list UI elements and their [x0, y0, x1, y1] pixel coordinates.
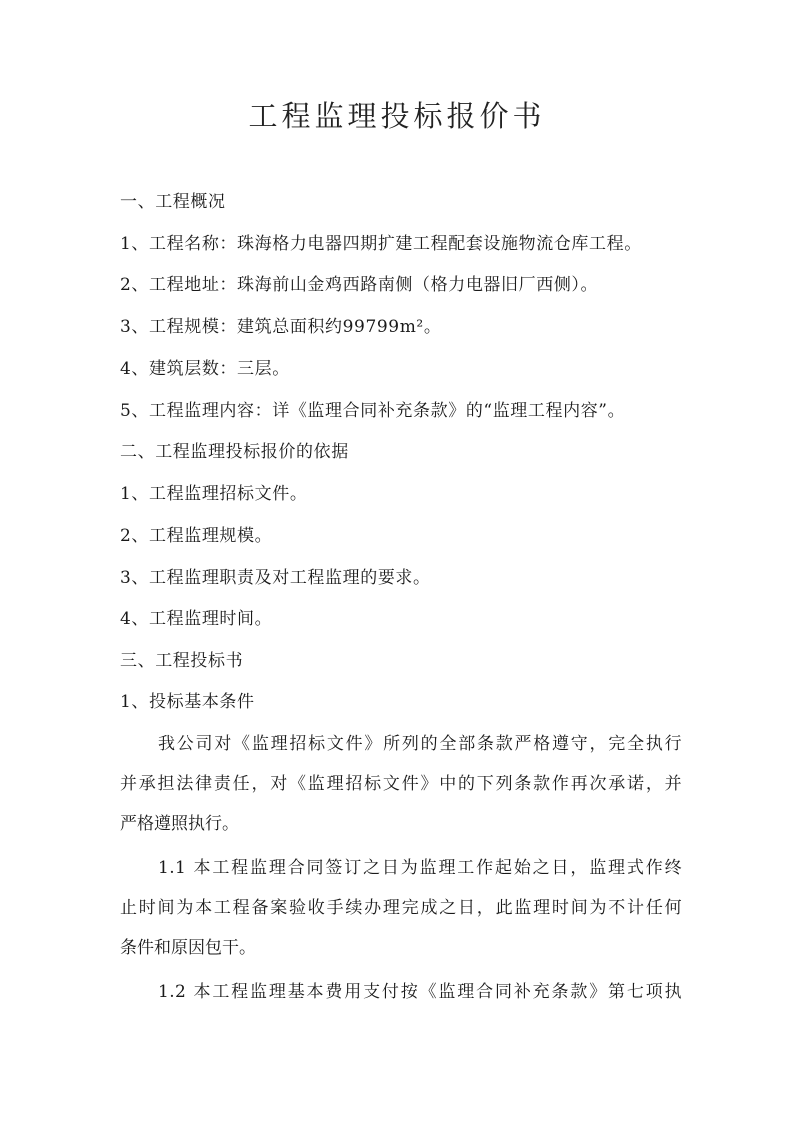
document-title: 工程监理投标报价书: [248, 99, 546, 133]
section-heading-basis: 二、工程监理投标报价的依据: [120, 442, 349, 462]
paragraph-commitment: [120, 724, 682, 844]
list-item-supervision-time: 4、工程监理时间。: [120, 609, 273, 629]
section-heading-tender: 三、工程投标书: [120, 651, 244, 671]
paragraph-line: 并承担法律责任，对《监理招标文件》中的下列条款作再次承诺，并: [120, 774, 682, 794]
clause-1-2: [120, 972, 682, 1012]
paragraph-line: 严格遵照执行。: [120, 814, 239, 834]
paragraph-line: 1.1 本工程监理合同签订之日为监理工作起始之日，监理式作终: [158, 858, 682, 878]
list-item-project-scale: 3、工程规模：建筑总面积约99799m²。: [120, 317, 442, 337]
paragraph-line: 止时间为本工程备案验收手续办理完成之日，此监理时间为不计任何: [120, 898, 682, 918]
paragraph-line: 我公司对《监理招标文件》所列的全部条款严格遵守，完全执行: [158, 734, 682, 754]
list-item-project-address: 2、工程地址：珠海前山金鸡西路南侧（格力电器旧厂西侧）。: [120, 275, 599, 295]
clause-1-1: [120, 848, 682, 968]
list-item-supervision-scale: 2、工程监理规模。: [120, 526, 273, 546]
list-item-basic-conditions: 1、投标基本条件: [120, 692, 255, 712]
list-item-tender-documents: 1、工程监理招标文件。: [120, 484, 308, 504]
list-item-responsibilities: 3、工程监理职责及对工程监理的要求。: [120, 568, 431, 588]
list-item-project-name: 1、工程名称：珠海格力电器四期扩建工程配套设施物流仓库工程。: [120, 234, 642, 254]
paragraph-line: 1.2 本工程监理基本费用支付按《监理合同补充条款》第七项执: [158, 982, 682, 1002]
section-heading-overview: 一、工程概况: [120, 192, 226, 212]
list-item-supervision-content: 5、工程监理内容：详《监理合同补充条款》的“监理工程内容”。: [120, 401, 626, 421]
paragraph-line: 条件和原因包干。: [120, 938, 256, 958]
list-item-floors: 4、建筑层数：三层。: [120, 359, 290, 379]
